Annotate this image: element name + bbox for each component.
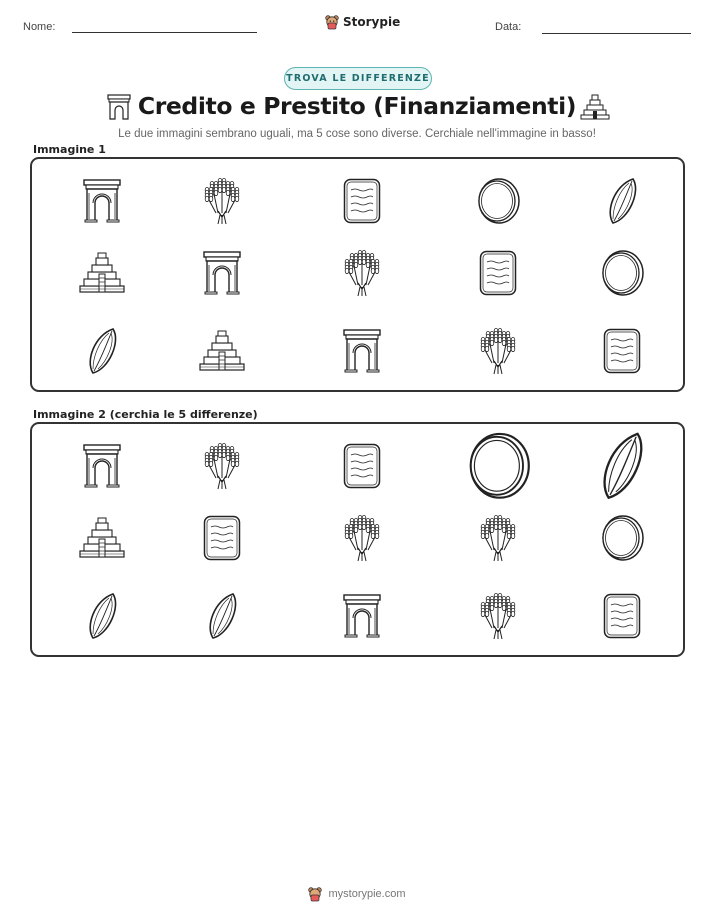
image2-panel[interactable] [30, 422, 685, 657]
coin-icon[interactable] [463, 436, 533, 496]
cacao-bean-icon[interactable] [187, 586, 257, 646]
tablet-icon [587, 321, 657, 381]
brand-logo [325, 14, 400, 30]
pyramid-icon [187, 321, 257, 381]
coin-icon [587, 243, 657, 303]
wheat-icon[interactable] [187, 436, 257, 496]
cacao-bean-icon [587, 171, 657, 231]
name-label: Nome: [23, 21, 56, 33]
pyramid-icon [67, 243, 137, 303]
title-pyramid-icon [580, 94, 610, 125]
cacao-bean-icon [67, 321, 137, 381]
instructions: Le due immagini sembrano uguali, ma 5 cose sono diverse. Cerchiale nell'immagine in basso! [118, 128, 596, 140]
coin-icon[interactable] [587, 508, 657, 568]
footer [0, 886, 714, 902]
wheat-icon [187, 171, 257, 231]
wheat-icon [327, 243, 397, 303]
name-field[interactable] [72, 32, 257, 33]
cacao-bean-icon[interactable] [587, 436, 657, 496]
footer-url: mystorypie.com [328, 888, 406, 900]
arch-icon [67, 171, 137, 231]
arch-icon[interactable] [67, 436, 137, 496]
tablet-icon[interactable] [587, 586, 657, 646]
bear-logo-icon [325, 14, 339, 30]
tablet-icon [327, 171, 397, 231]
cacao-bean-icon[interactable] [67, 586, 137, 646]
date-field[interactable] [542, 33, 691, 34]
bear-logo-icon [308, 886, 322, 902]
tablet-icon[interactable] [327, 436, 397, 496]
activity-badge: TROVA LE DIFFERENZE [284, 67, 432, 90]
date-label: Data: [495, 21, 522, 33]
image2-label: Immagine 2 (cerchia le 5 differenze) [33, 408, 258, 421]
pyramid-icon[interactable] [67, 508, 137, 568]
arch-icon[interactable] [327, 586, 397, 646]
arch-icon [327, 321, 397, 381]
coin-icon [463, 171, 533, 231]
brand-name: Storypie [343, 15, 401, 29]
page-title: Credito e Prestito (Finanziamenti) [137, 92, 577, 120]
wheat-icon [463, 321, 533, 381]
wheat-icon[interactable] [463, 508, 533, 568]
arch-icon [187, 243, 257, 303]
tablet-icon [463, 243, 533, 303]
image1-panel [30, 157, 685, 392]
image1-label: Immagine 1 [33, 143, 106, 156]
wheat-icon[interactable] [327, 508, 397, 568]
tablet-icon[interactable] [187, 508, 257, 568]
wheat-icon[interactable] [463, 586, 533, 646]
